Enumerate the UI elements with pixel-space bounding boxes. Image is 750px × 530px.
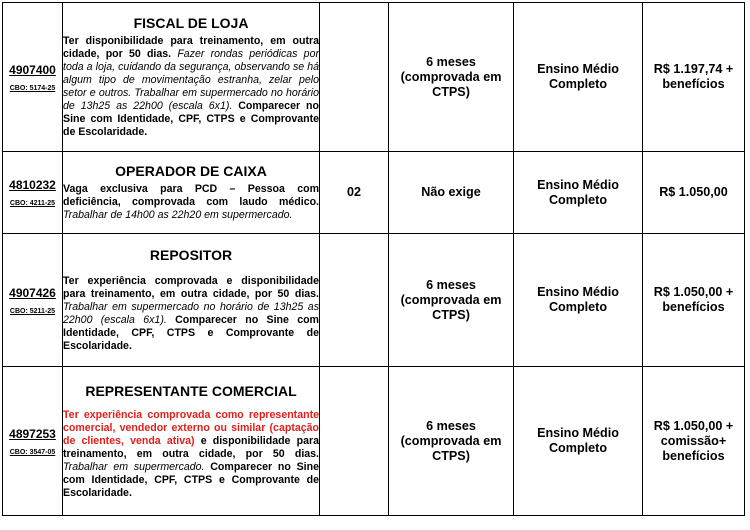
vacancies-cell: 02 xyxy=(320,152,389,234)
desc-segment: Trabalhar em supermercado. xyxy=(63,460,211,473)
job-description xyxy=(63,35,319,139)
job-code-cell xyxy=(3,234,63,367)
vacancies-cell xyxy=(320,367,389,516)
vacancies-cell xyxy=(320,234,389,367)
experience-cell: 6 meses (comprovada em CTPS) xyxy=(389,3,514,152)
job-listings-table xyxy=(2,2,745,516)
cbo-code: CBO: 5174-25 xyxy=(9,84,56,92)
desc-segment: Ter disponibilidade para treinamento, em outra cidade, por 50 dias. xyxy=(63,35,319,60)
desc-segment: Comparecer no Sine com Identidade, CPF, CTPS e Comprovante de Escolaridade. xyxy=(63,100,319,138)
desc-segment: e disponibilidade para treinamento, em outra cidade, por 50 dias. xyxy=(63,434,319,460)
desc-segment: Trabalhar em supermercado no horário de 13h25 as 22h00 (escala 6x1). xyxy=(63,301,319,326)
desc-segment: Trabalhar de 14h00 as 22h20 em supermercado. xyxy=(63,209,293,221)
job-code: 4907400 xyxy=(9,62,56,77)
desc-segment: Fazer rondas periódicas por toda a loja, cuidando da segurança, observando se há algum tipo de movimentação estranha, zelar pelo setor e outros. Trabalhar em supermercado no horário de 13h25 as 22h00 (escala 6x1). xyxy=(63,48,319,112)
job-code-cell xyxy=(3,152,63,234)
job-description xyxy=(63,275,319,353)
job-code-cell xyxy=(3,3,63,152)
experience-cell: Não exige xyxy=(389,152,514,234)
desc-segment: Comparecer no Sine com Identidade, CPF, CTPS e Comprovante de Escolaridade. xyxy=(63,314,319,352)
job-code: 4907426 xyxy=(9,285,56,300)
job-description-cell xyxy=(63,152,320,234)
job-description-cell xyxy=(63,234,320,367)
job-code: 4810232 xyxy=(9,178,56,192)
job-description-cell xyxy=(63,367,320,516)
job-code: 4897253 xyxy=(9,426,56,441)
table-row xyxy=(3,152,745,234)
job-code-cell xyxy=(3,367,63,516)
job-description-cell xyxy=(63,3,320,152)
table-row xyxy=(3,234,745,367)
desc-segment: Ter experiência comprovada e disponibilidade para treinamento, em outra cidade, por 50 dias. xyxy=(63,275,319,300)
table-row xyxy=(3,367,745,516)
cbo-code: CBO: 3547-05 xyxy=(9,448,56,456)
salary-cell: R$ 1.050,00 + benefícios xyxy=(643,234,745,367)
experience-cell: 6 meses (comprovada em CTPS) xyxy=(389,367,514,516)
job-title: FISCAL DE LOJA xyxy=(133,15,249,31)
desc-segment-highlight: Ter experiência comprovada como representante comercial, vendedor externo ou similar (captação de clientes, venda ativa) xyxy=(63,408,319,447)
education-cell: Ensino Médio Completo xyxy=(514,367,643,516)
education-cell: Ensino Médio Completo xyxy=(514,234,643,367)
vacancies-cell xyxy=(320,3,389,152)
salary-cell: R$ 1.050,00 + comissão+ benefícios xyxy=(643,367,745,516)
job-description xyxy=(63,409,319,500)
cbo-code: CBO: 5211-25 xyxy=(9,307,56,315)
education-cell: Ensino Médio Completo xyxy=(514,3,643,152)
job-title: OPERADOR DE CAIXA xyxy=(115,163,267,179)
job-title: REPOSITOR xyxy=(149,247,233,263)
salary-cell: R$ 1.050,00 xyxy=(643,152,745,234)
job-title: REPRESENTANTE COMERCIAL xyxy=(85,382,297,399)
salary-cell: R$ 1.197,74 + benefícios xyxy=(643,3,745,152)
desc-segment: Vaga exclusiva para PCD – Pessoa com deficiência, comprovada com laudo médico. xyxy=(63,183,319,208)
cbo-code: CBO: 4211-25 xyxy=(9,200,56,207)
job-description xyxy=(63,183,319,222)
experience-cell: 6 meses (comprovada em CTPS) xyxy=(389,234,514,367)
table-row xyxy=(3,3,745,152)
education-cell: Ensino Médio Completo xyxy=(514,152,643,234)
desc-segment: Comparecer no Sine com Identidade, CPF, CTPS e Comprovante de Escolaridade. xyxy=(63,460,319,499)
